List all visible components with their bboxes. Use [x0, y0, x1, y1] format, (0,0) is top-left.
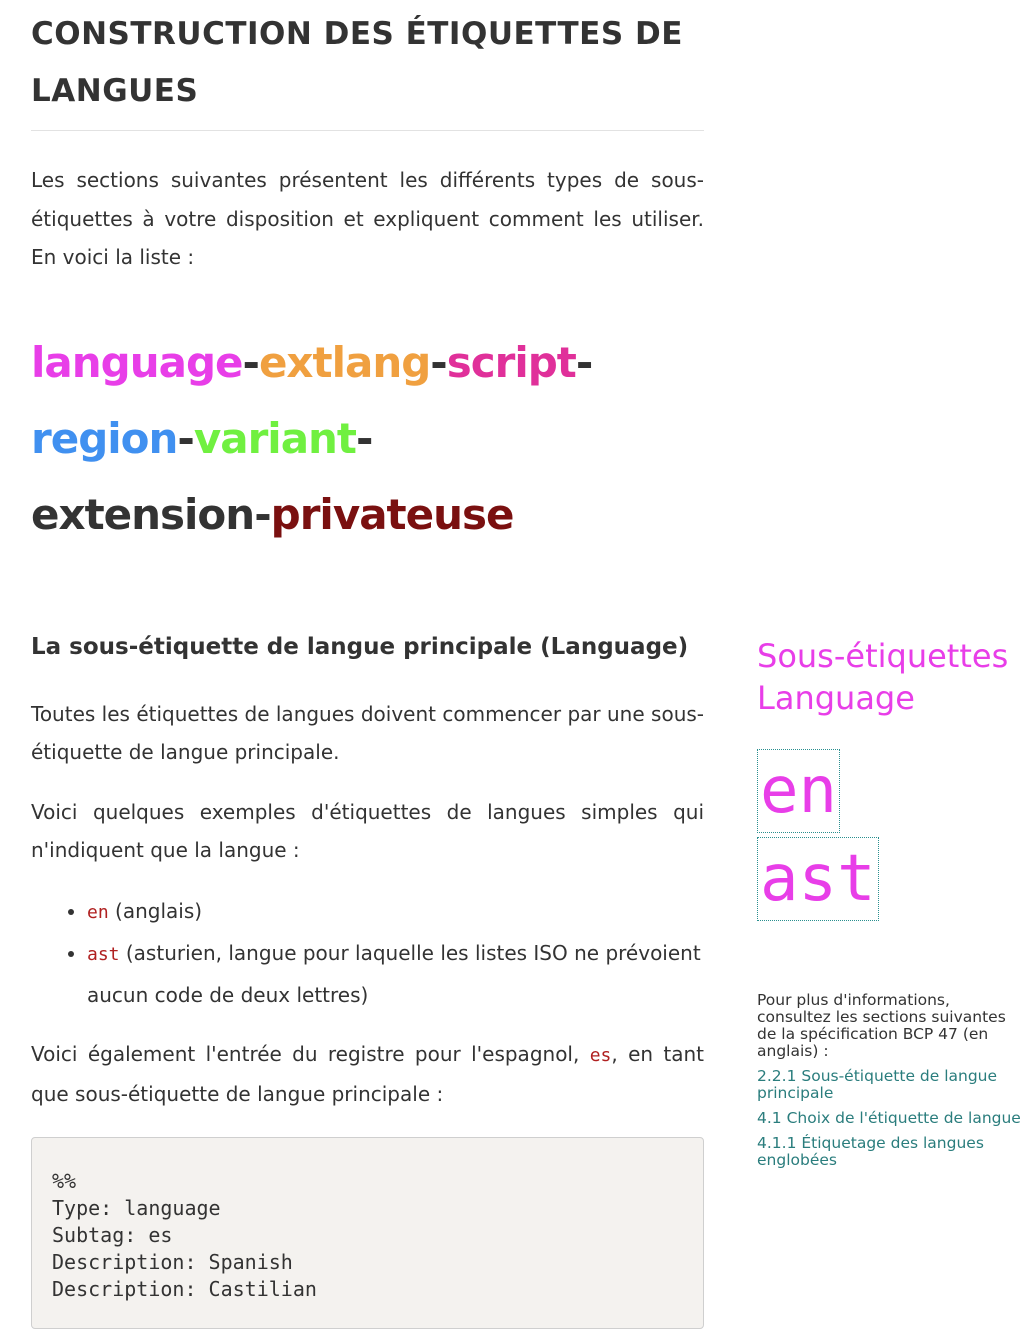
formula-variant: variant	[193, 413, 357, 463]
paragraph-2: Voici quelques exemples d'étiquettes de langues simples qui n'indiquent que la langue :	[31, 799, 704, 862]
example-text: (asturien, langue pour laquelle les listes ISO ne prévoient aucun code de deux lettres)	[87, 940, 701, 1007]
spec-link[interactable]: 4.1.1 Étiquetage des langues englobées	[757, 1134, 984, 1169]
example-code: ast	[87, 943, 120, 965]
spec-link[interactable]: 2.2.1 Sous-étiquette de langue principale	[757, 1067, 998, 1102]
section-heading: La sous-étiquette de langue principale (Language)	[31, 633, 689, 660]
subtag-formula	[31, 325, 704, 553]
inline-code: es	[589, 1044, 612, 1066]
subtag-example: en	[757, 749, 840, 833]
formula-language: language	[31, 337, 243, 387]
list-item	[87, 891, 704, 933]
intro-paragraph: Les sections suivantes présentent les différents types de sous-étiquettes à votre disposition et expliquent comment les utiliser. En voici la liste :	[31, 168, 704, 269]
registry-code-block: %% Type: language Subtag: es Description: Spanish Description: Castilian	[31, 1137, 704, 1329]
formula-privateuse: privateuse	[270, 489, 514, 539]
formula-separator: -	[177, 413, 194, 463]
list-item	[87, 933, 704, 1015]
subtag-example: ast	[757, 837, 879, 921]
formula-script: script	[446, 337, 576, 387]
aside-panel	[757, 635, 1025, 921]
example-text: (anglais)	[108, 898, 203, 923]
p3-after: , en tant que sous-étiquette de langue principale :	[31, 1041, 705, 1106]
example-code: en	[87, 901, 109, 923]
aside-title: Sous-étiquettes Language	[757, 637, 1009, 717]
formula-separator: -	[242, 337, 259, 387]
spec-link[interactable]: 4.1 Choix de l'étiquette de langue	[757, 1109, 1021, 1127]
paragraph-1: Toutes les étiquettes de langues doivent commencer par une sous-étiquette de langue principale.	[31, 701, 704, 764]
p3-before: Voici également l'entrée du registre pour l'espagnol,	[31, 1041, 590, 1066]
formula-extension: extension	[31, 489, 255, 539]
formula-extlang: extlang	[258, 337, 431, 387]
formula-separator: -	[356, 413, 373, 463]
formula-separator: -	[254, 489, 271, 539]
more-info-text: Pour plus d'informations, consultez les sections suivantes de la spécification BCP 47 (en anglais) :	[757, 991, 1006, 1060]
formula-separator: -	[430, 337, 447, 387]
formula-region: region	[31, 413, 178, 463]
page-title: CONSTRUCTION DES ÉTIQUETTES DE LANGUES	[31, 0, 704, 131]
main-content	[31, 0, 704, 1329]
formula-separator: -	[575, 337, 593, 387]
more-info	[757, 992, 1027, 1169]
examples-list	[31, 891, 704, 1015]
paragraph-3	[31, 1035, 704, 1114]
